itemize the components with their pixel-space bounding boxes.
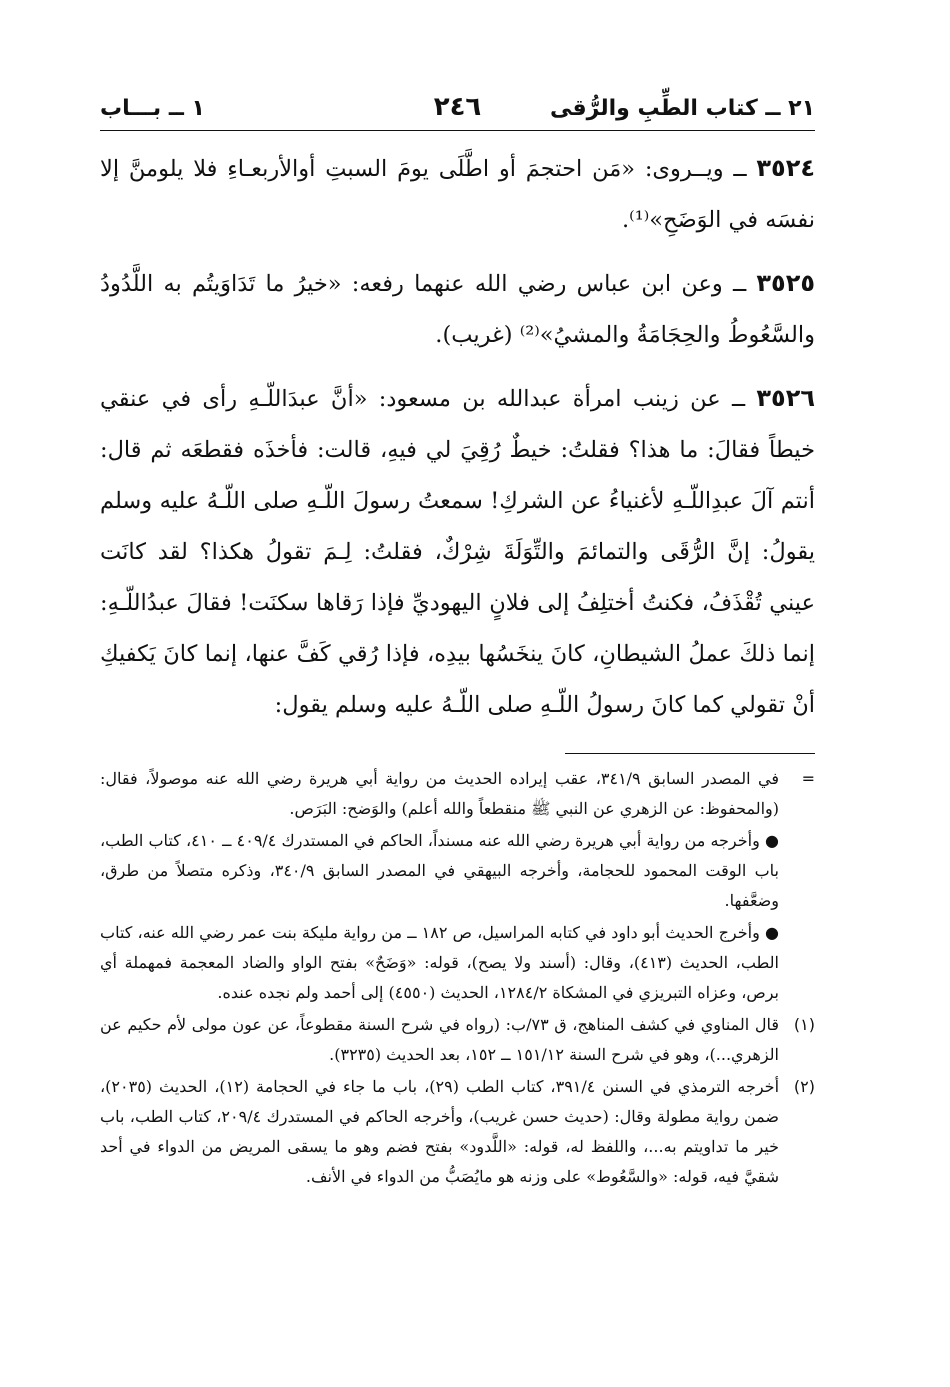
page-number: ٢٤٦	[433, 92, 482, 122]
hadith-text: ــ ويــروى: «مَن احتجمَ أو اطَّلَى يومَ السبتِ أوالأربعـاءِ فلا يلومنَّ إلا نفسَه في الوَضَحِ»⁽¹⁾.	[100, 156, 815, 233]
footnote-continuation	[100, 764, 815, 1008]
hadith-3525	[100, 258, 815, 361]
section-title: ١ ــ بـــاب	[100, 96, 205, 121]
book-page	[100, 86, 815, 1194]
footnote-paragraph: ● وأخرجه من رواية أبي هريرة رضي الله عنه مسنداً، الحاكم في المستدرك ٤٠٩/٤ ــ ٤١٠، كتاب الطب، باب الوقت المحمود للحجامة، وأخرجه البيهقي في المصدر السابق ٣٤٠/٩، وذكره متصلاً من طرق، وضعَّفها.	[100, 831, 780, 910]
running-header	[100, 86, 815, 130]
header-divider	[100, 130, 815, 131]
footnote-marker: (١)	[793, 1015, 815, 1034]
hadith-number: ٣٥٢٤	[756, 154, 815, 182]
hadith-text: ــ عن زينب امرأة عبدالله بن مسعود: «أنَّ عبدَاللّـهِ رأى في عنقي خيطاً فقالَ: ما هذا؟ فقلتُ: خيطٌ رُقِيَ لي فيهِ، قالت: فأخذَه فقطعَه ثم قال: أنتم آلَ عبدِاللّـهِ لأغنياءُ عن الشركِ! سمعتُ رسولَ اللّـهِ صلى اللّـهُ عليه وسلم يقولُ: إنَّ الرُّقَى والتمائمَ والتِّوَلَةَ شِرْكٌ، فقلتُ: لِـمَ تقولُ هكذا؟ لقد كانَت عيني تُقْذَفُ، فكنتُ أختلِفُ إلى فلانٍ اليهوديِّ فإذا رَقاها سكنَت! فقالَ عبدُاللّـهِ: إنما ذلكَ عملُ الشيطانِ، كانَ ينخَسُها بيدِه، فإذا رُقي كَفَّ عنها، إنما كانَ يَكفيكِ أنْ تقولي كما كانَ رسولُ اللّـهِ صلى اللّـهُ عليه وسلم يقول:	[100, 386, 815, 718]
hadith-3526	[100, 373, 815, 731]
footnote-paragraph: في المصدر السابق ٣٤١/٩، عقب إيراده الحديث من رواية أبي هريرة رضي الله عنه موصولاً، فقال: (والمحفوظ: عن الزهري عن النبي ﷺ منقطعاً والله أعلم) والوَضح: البَرَص.	[100, 769, 780, 818]
footnote-2	[100, 1072, 815, 1192]
hadith-number: ٣٥٢٦	[756, 384, 815, 412]
footnote-1	[100, 1010, 815, 1070]
footnote-text: أخرجه الترمذي في السنن ٣٩١/٤، كتاب الطب (٢٩)، باب ما جاء في الحجامة (١٢)، الحديث (٢٠٣٥)، ضمن رواية مطولة وقال: (حديث حسن غريب)، وأخرجه الحاكم في المستدرك ٢٠٩/٤، كتاب الطب، باب خير ما تداويتم به...، واللفظ له، قوله: «اللَّدود» بفتح فضم وهو ما يسقى المريض من الدواء في أحد شقيَّ فيه، قوله: «والسَّعُوط» على وزنه هو مايُصَبُّ من الدواء في الأنف.	[100, 1077, 780, 1186]
footnote-paragraph: ● وأخرج الحديث أبو داود في كتابه المراسيل، ص ١٨٢ ــ من رواية مليكة بنت عمر رضي الله عنه، كتاب الطب، الحديث (٤١٣)، وقال: (أسند ولا يصح)، قوله: «وَضَحٌ» بفتح الواو والضاد المعجمة فمهملة أي برص، وعزاه التبريزي في المشكاة ١٢٨٤/٢، الحديث (٤٥٥٠) إلى أحمد ولم نجده عنده.	[100, 923, 780, 1002]
footnote-marker: (٢)	[793, 1077, 815, 1096]
hadith-3524	[100, 143, 815, 246]
hadith-text: ــ وعن ابن عباس رضي الله عنهما رفعه: «خيرُ ما تَدَاوَيتُم به اللَّدُودُ والسَّعُوطُ والحِجَامَةُ والمشيُ»⁽²⁾ (غريب).	[100, 271, 815, 348]
hadith-number: ٣٥٢٥	[756, 269, 815, 297]
footnote-marker: =	[801, 769, 815, 788]
chapter-title: ٢١ ــ كتاب الطِّبِ والرُّقى	[549, 96, 815, 121]
footnote-text: قال المناوي في كشف المناهج، ق ٧٣/ب: (رواه في شرح السنة مقطوعاً، عن عون مولى لأم حكيم عن الزهري...)، وهو في شرح السنة ١٥١/١٢ ــ ١٥٢، بعد الحديث (٣٢٣٥).	[100, 1015, 779, 1064]
footnotes	[100, 764, 815, 1192]
footnote-divider	[565, 753, 815, 754]
